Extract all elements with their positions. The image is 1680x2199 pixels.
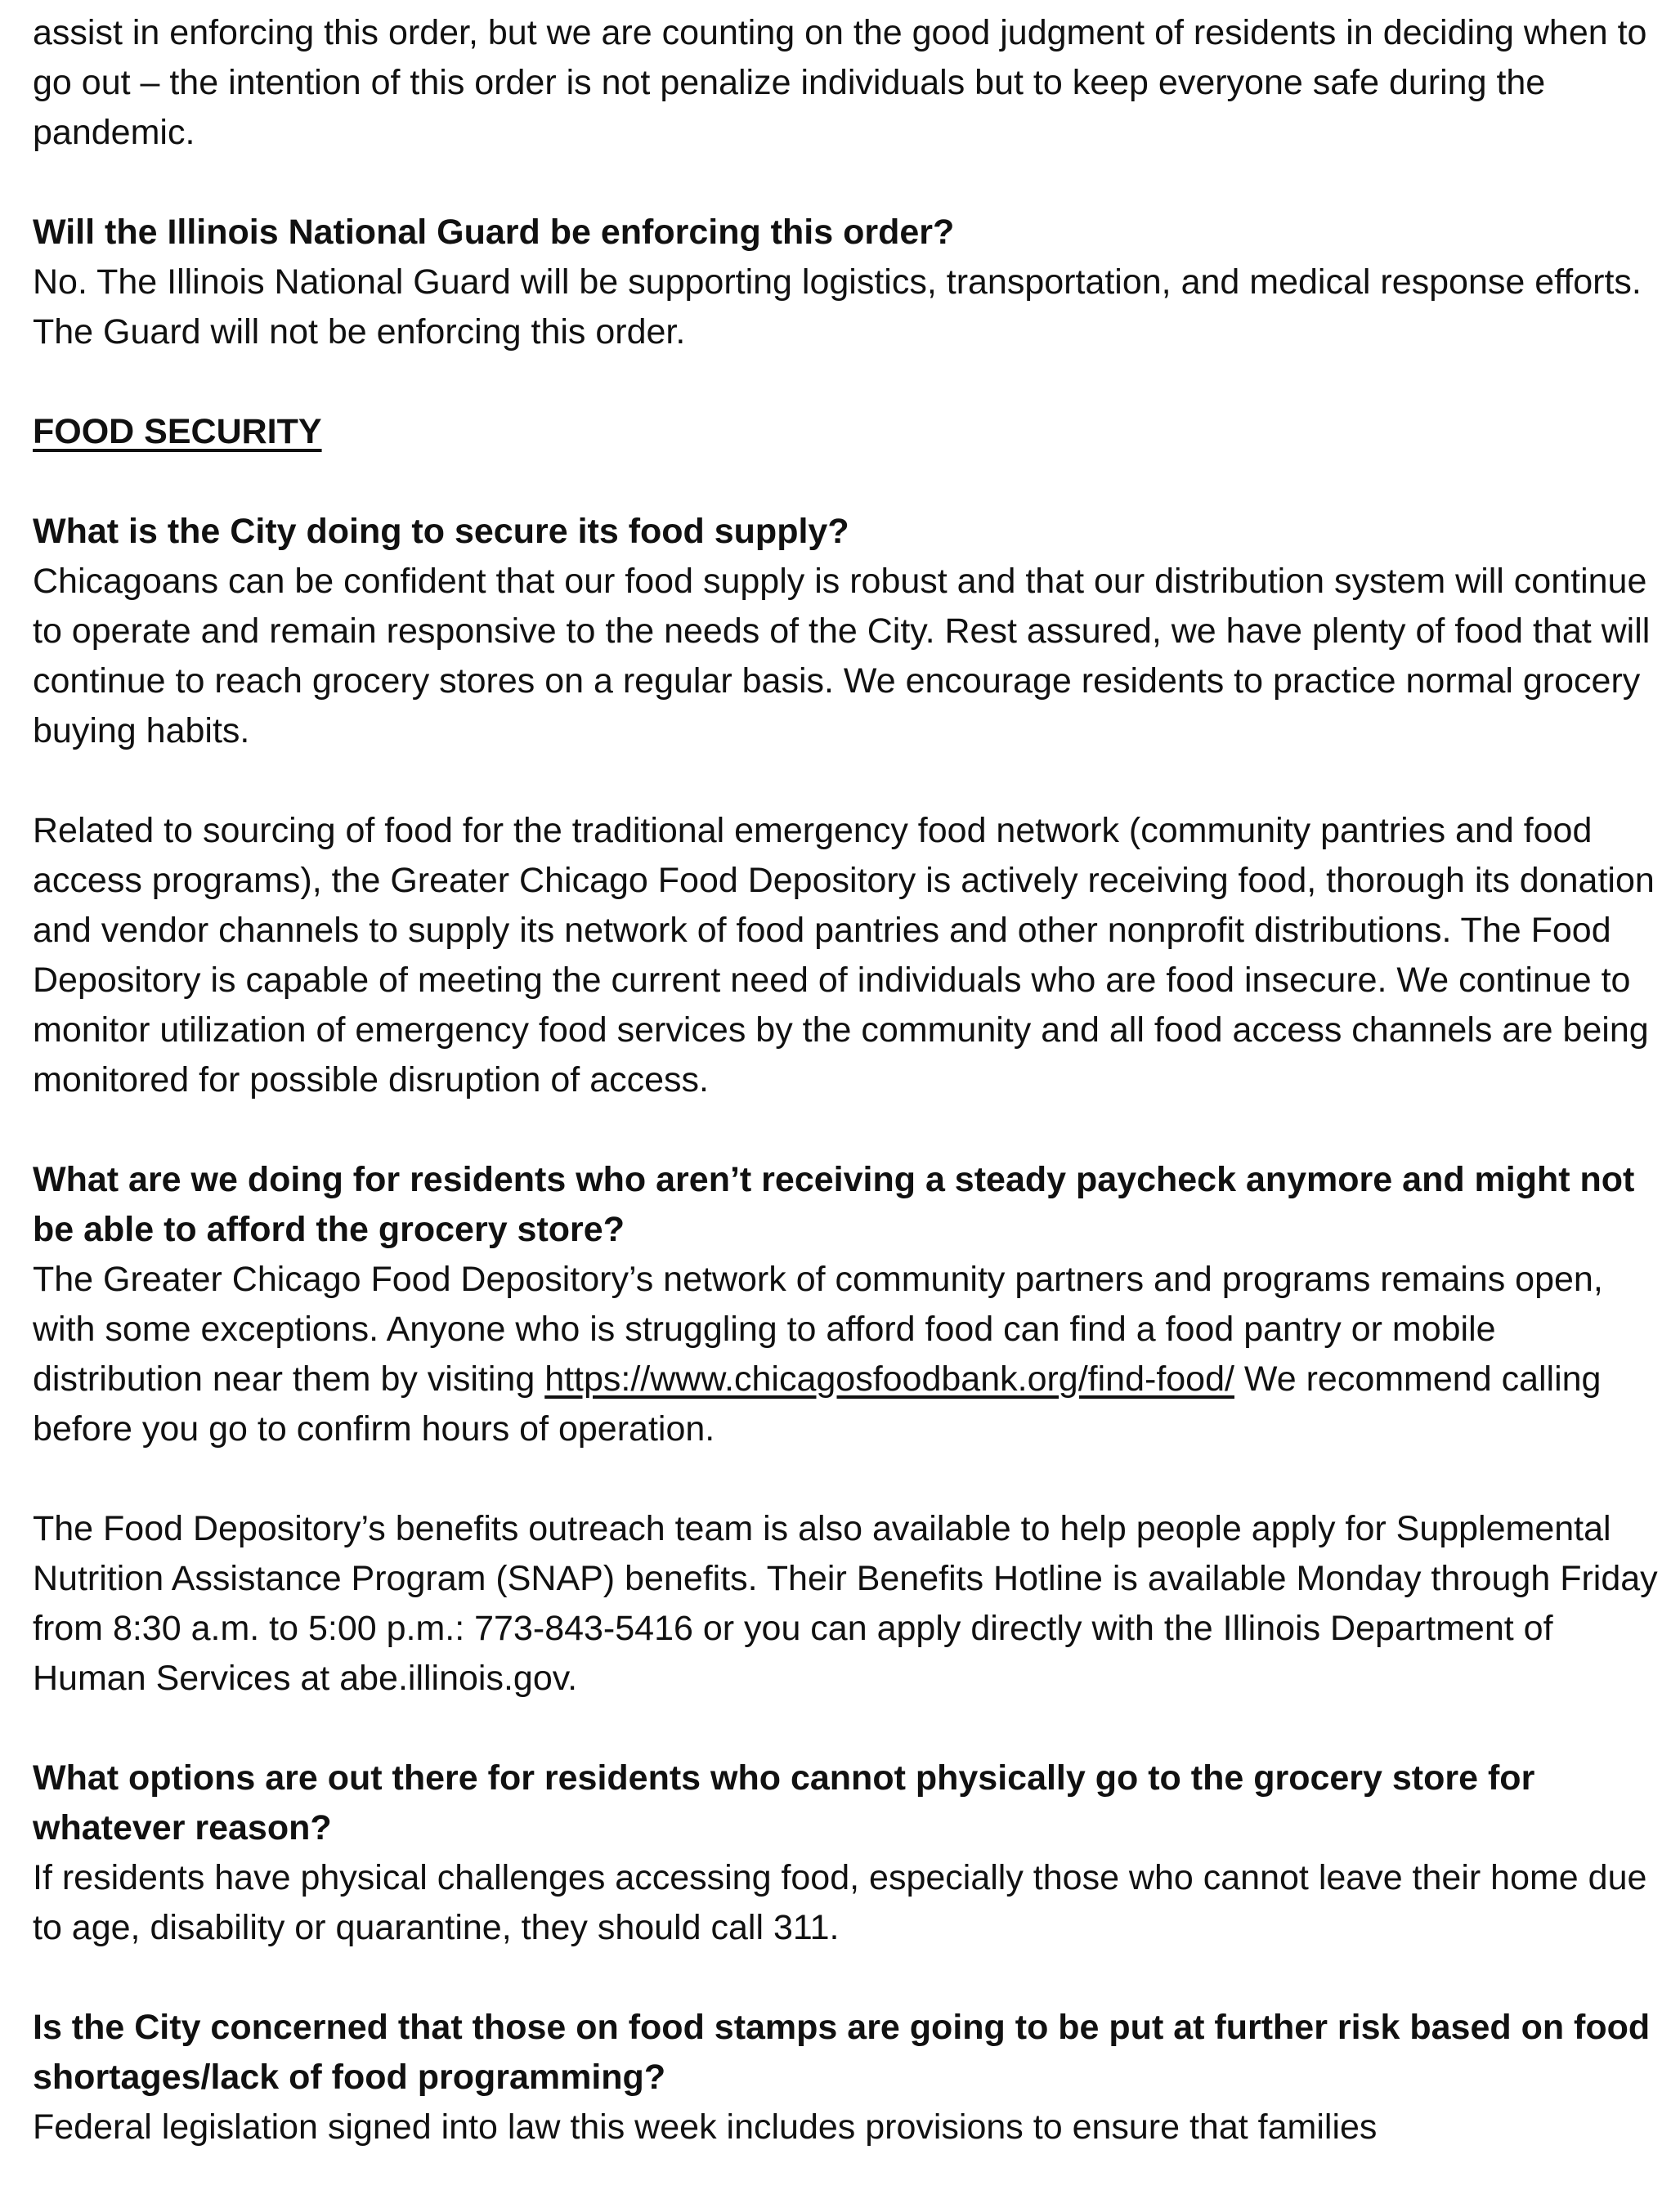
intro-paragraph: assist in enforcing this order, but we are counting on the good judgment of residents in deciding when to go out – the intention of this order is not penalize individuals but to keep everyone safe during the pandemic.	[33, 13, 1647, 152]
find-food-link[interactable]: https://www.chicagosfoodbank.org/find-food/	[544, 1359, 1234, 1399]
answer-food-stamps: Federal legislation signed into law this week includes provisions to ensure that families	[33, 2107, 1378, 2147]
section-heading-food-security: FOOD SECURITY	[33, 412, 322, 451]
question-food-supply: What is the City doing to secure its food supply?	[33, 512, 849, 551]
paragraph-spacer	[33, 1704, 1660, 1753]
question-food-stamps: Is the City concerned that those on food stamps are going to be put at further risk based on food shortages/lack of food programming?	[33, 2008, 1651, 2097]
paragraph-food-sourcing: Related to sourcing of food for the traditional emergency food network (community pantries and food access programs), the Greater Chicago Food Depository is actively receiving food, thorough its donation and vendor channels to supply its network of food pantries and other nonprofit distributions. The Food Depository is capable of meeting the current need of individuals who are food insecure. We continue to monitor utilization of emergency food services by the community and all food access channels are being monitored for possible disruption of access.	[33, 811, 1655, 1100]
paragraph-spacer	[33, 756, 1660, 806]
answer-paycheck-text: The Greater Chicago Food Depository’s network of community partners and programs remains open, with some exceptions. Anyone who is struggling to afford food can find a food pantry or mobile distribution near them by visiting	[33, 1260, 1603, 1399]
paragraph-spacer	[33, 158, 1660, 208]
paragraph-spacer	[33, 357, 1660, 407]
paragraph-snap-benefits: The Food Depository’s benefits outreach team is also available to help people apply for Supplemental Nutrition Assistance Program (SNAP) benefits. Their Benefits Hotline is available Monday through Friday from 8:30 a.m. to 5:00 p.m.: 773-843-5416 or you can apply directly with the Illinois Department of Human Services at abe.illinois.gov.	[33, 1509, 1658, 1698]
paragraph-spacer	[33, 1105, 1660, 1155]
answer-physical-access: If residents have physical challenges accessing food, especially those who cannot leave their home due to age, disability or quarantine, they should call 311.	[33, 1858, 1647, 1947]
answer-food-supply: Chicagoans can be confident that our food supply is robust and that our distribution system will continue to operate and remain responsive to the needs of the City. Rest assured, we have plenty of food that will continue to reach grocery stores on a regular basis. We encourage residents to practice normal grocery buying habits.	[33, 562, 1651, 750]
question-physical-access: What options are out there for residents who cannot physically go to the grocery store for whatever reason?	[33, 1758, 1535, 1847]
answer-paycheck-text-end: We recommend calling before you go to confirm hours of operation.	[33, 1359, 1602, 1449]
answer-paycheck	[33, 1255, 1660, 1454]
paragraph-spacer	[33, 1953, 1660, 2003]
question-national-guard: Will the Illinois National Guard be enforcing this order?	[33, 213, 955, 252]
paragraph-spacer	[33, 1454, 1660, 1504]
document-page	[33, 8, 1660, 2152]
answer-national-guard: No. The Illinois National Guard will be supporting logistics, transportation, and medical response efforts. The Guard will not be enforcing this order.	[33, 262, 1642, 352]
question-paycheck: What are we doing for residents who aren’t receiving a steady paycheck anymore and might not be able to afford the grocery store?	[33, 1160, 1635, 1249]
paragraph-spacer	[33, 457, 1660, 507]
